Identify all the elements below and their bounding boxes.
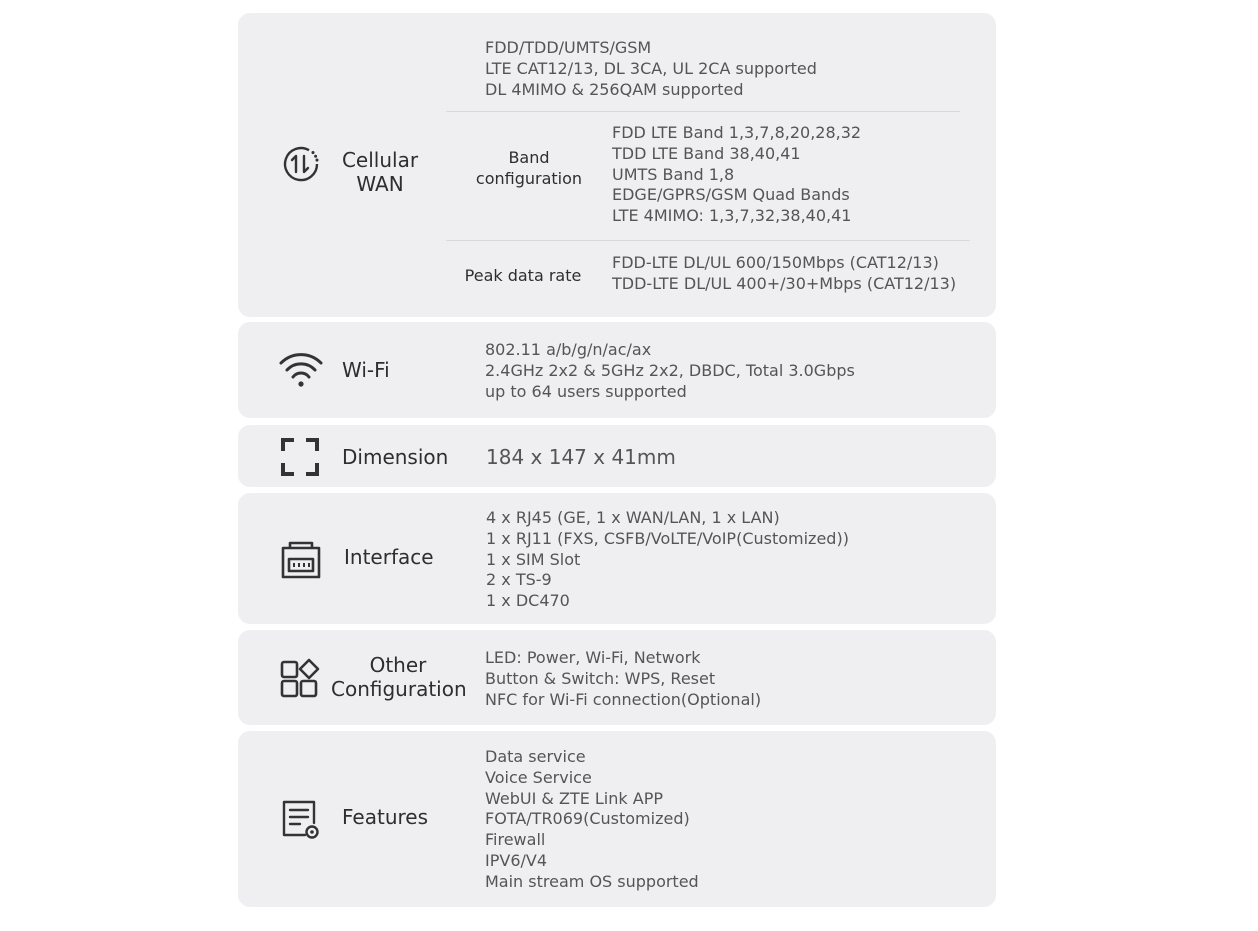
- dimension-label: Dimension: [342, 445, 449, 469]
- interface-card: [238, 493, 996, 624]
- peak-data-rate-label: Peak data rate: [464, 266, 582, 285]
- features-specs: Data service Voice Service WebUI & ZTE Link APP FOTA/TR069(Customized) Firewall IPV6/V4 Main stream OS supported: [485, 747, 699, 891]
- dimension-value: 184 x 147 x 41mm: [486, 445, 676, 469]
- interface-specs: 4 x RJ45 (GE, 1 x WAN/LAN, 1 x LAN) 1 x RJ11 (FXS, CSFB/VoLTE/VoIP(Customized)) 1 x SIM Slot 2 x TS-9 1 x DC470: [486, 508, 849, 611]
- other-configuration-label: Other Configuration: [331, 653, 467, 701]
- wifi-icon: [278, 346, 324, 392]
- dimension-icon: [278, 435, 322, 479]
- cellular-general-specs: FDD/TDD/UMTS/GSM LTE CAT12/13, DL 3CA, UL 2CA supported DL 4MIMO & 256QAM supported: [485, 38, 817, 99]
- band-configuration-specs: FDD LTE Band 1,3,7,8,20,28,32 TDD LTE Band 38,40,41 UMTS Band 1,8 EDGE/GPRS/GSM Quad Bands LTE 4MIMO: 1,3,7,32,38,40,41: [612, 123, 862, 226]
- other-configuration-card: [238, 630, 996, 725]
- other-config-icon: [278, 658, 322, 702]
- divider: [446, 240, 970, 241]
- features-card: [238, 731, 996, 907]
- band-configuration-label: Band configuration: [475, 148, 583, 188]
- divider: [446, 111, 960, 112]
- cellular-wan-card: [238, 13, 996, 317]
- interface-label: Interface: [344, 545, 434, 569]
- wifi-specs: 802.11 a/b/g/n/ac/ax 2.4GHz 2x2 & 5GHz 2x2, DBDC, Total 3.0Gbps up to 64 users supported: [485, 340, 855, 401]
- interface-icon: [278, 537, 324, 583]
- cellular-icon: [278, 141, 324, 187]
- wifi-label: Wi-Fi: [342, 358, 390, 382]
- wifi-card: [238, 322, 996, 418]
- peak-data-rate-specs: FDD-LTE DL/UL 600/150Mbps (CAT12/13) TDD-LTE DL/UL 400+/30+Mbps (CAT12/13): [612, 253, 957, 293]
- features-icon: [278, 797, 322, 841]
- other-configuration-specs: LED: Power, Wi-Fi, Network Button & Switch: WPS, Reset NFC for Wi-Fi connection(Optional): [485, 648, 762, 709]
- cellular-wan-label: Cellular WAN: [341, 148, 419, 196]
- features-label: Features: [342, 805, 428, 829]
- dimension-card: [238, 425, 996, 487]
